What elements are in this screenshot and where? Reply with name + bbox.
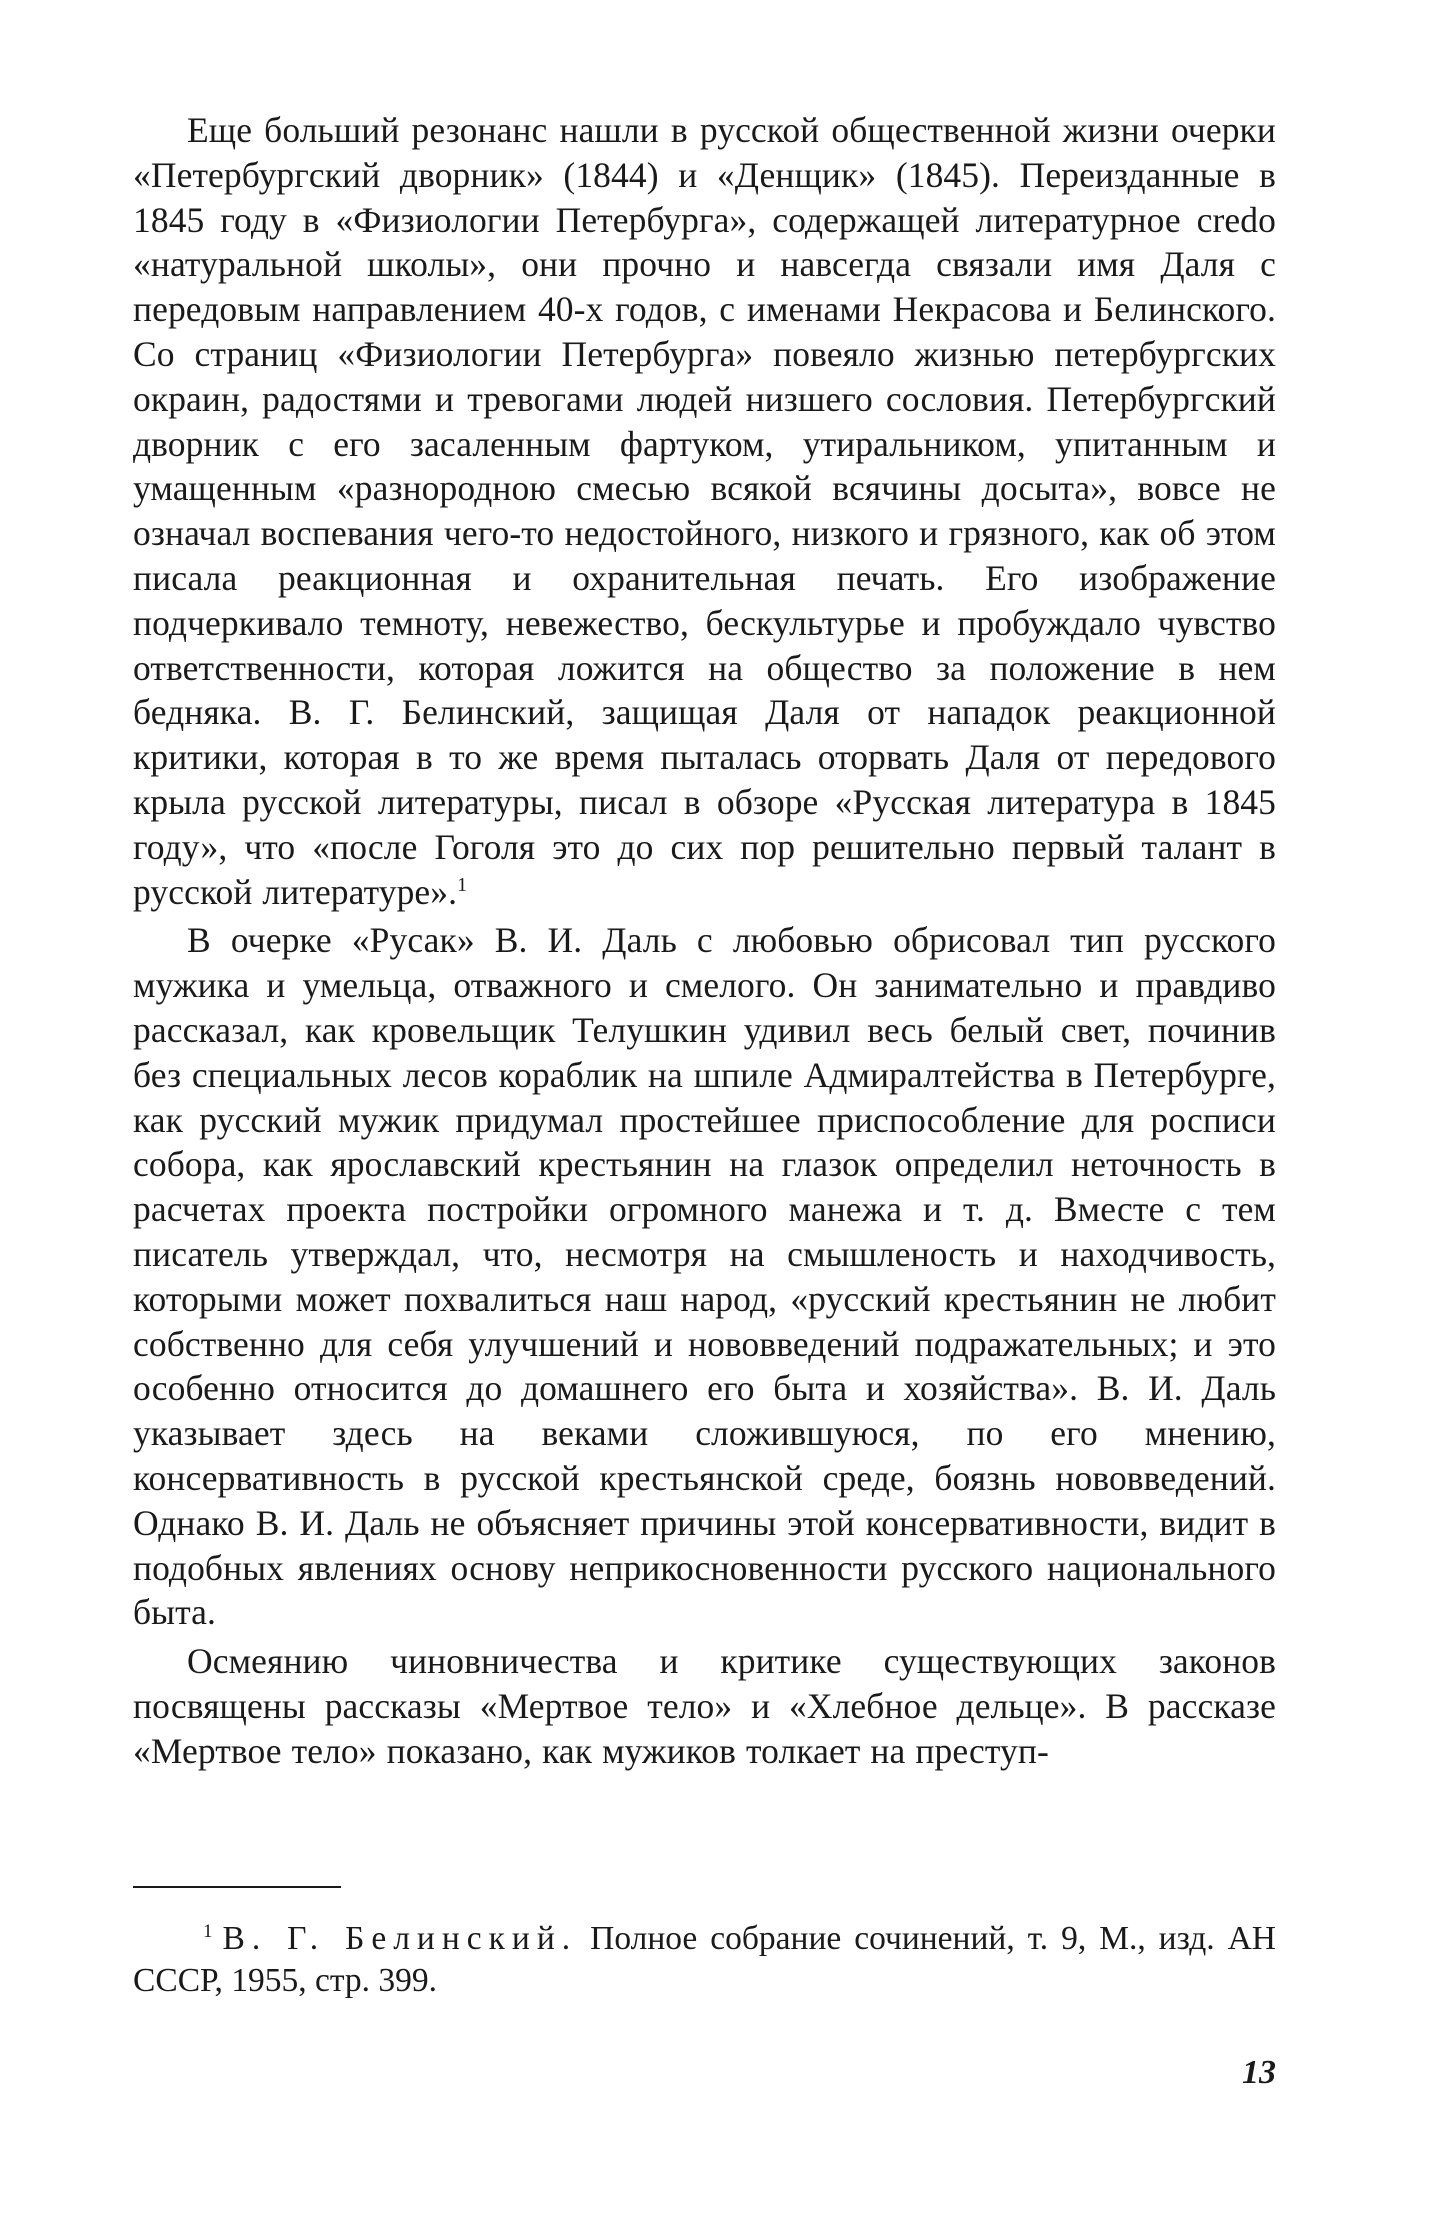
footnote-divider bbox=[133, 1886, 341, 1888]
paragraph bbox=[133, 918, 1276, 1635]
document-body bbox=[133, 108, 1276, 1773]
footnote bbox=[133, 1918, 1276, 2002]
footnote-text: Полное собрание сочинений, т. 9, М., изд. АН СССР, 1955, стр. 399. bbox=[133, 1920, 1276, 1999]
footnote-author: В. Г. Белинский. bbox=[222, 1920, 578, 1957]
page-number: 13 bbox=[1242, 2054, 1276, 2091]
paragraph-text: Еще больший резонанс нашли в русской общественной жизни очерки «Петербургский дворник» (1844) и «Денщик» (1845). Переизданные в 1845 году в «Физиологии Петербурга», содержащей литературное credo «натуральной школы», они прочно и навсегда связали имя Даля с передовым направлением 40-х годов, с именами Некрасова и Белинского. Со страниц «Физиологии Петербурга» повеяло жизнью петербургских окраин, радостями и тревогами людей низшего сословия. Петербургский дворник с его засаленным фартуком, утиральником, упитанным и умащенным «разнородною смесью всякой всячины досыта», вовсе не означал воспевания чего-то недостойного, низкого и грязного, как об этом писала реакционная и охранительная печать. Его изображение подчеркивало темноту, невежество, бескультурье и пробуждало чувство ответственности, которая ложится на общество за положение в нем бедняка. В. Г. Белинский, защищая Даля от нападок реакционной критики, которая в то же время пыталась оторвать Даля от передового крыла русской литературы, писал в обзоре «Русская литература в 1845 году», что «после Гоголя это до сих пор решительно первый талант в русской литературе». bbox=[133, 110, 1276, 912]
footnote-mark: 1 bbox=[203, 1920, 213, 1942]
paragraph-text: Осмеянию чиновничества и критике существующих законов посвящены рассказы «Мертвое тело» и «Хлебное дельце». В рассказе «Мертвое тело» показано, как мужиков толкает на преступ- bbox=[133, 1641, 1276, 1771]
paragraph-text: В очерке «Русак» В. И. Даль с любовью обрисовал тип русского мужика и умельца, отважного и смелого. Он занимательно и правдиво рассказал, как кровельщик Телушкин удивил весь белый свет, починив без специальных лесов кораблик на шпиле Адмиралтейства в Петербурге, как русский мужик придумал простейшее приспособление для росписи собора, как ярославский крестьянин на глазок определил неточность в расчетах проекта постройки огромного манежа и т. д. Вместе с тем писатель утверждал, что, несмотря на смышленость и находчивость, которыми может похвалиться наш народ, «русский крестьянин не любит собственно для себя улучшений и нововведений подражательных; и это особенно относится до домашнего его быта и хозяйства». В. И. Даль указывает здесь на веками сложившуюся, по его мнению, консервативность в русской крестьянской среде, боязнь нововведений. Однако В. И. Даль не объясняет причины этой консервативности, видит в подобных явлениях основу неприкосновенности русского национального быта. bbox=[133, 920, 1276, 1633]
paragraph bbox=[133, 108, 1276, 914]
footnote-reference[interactable]: 1 bbox=[457, 873, 468, 896]
paragraph bbox=[133, 1639, 1276, 1773]
